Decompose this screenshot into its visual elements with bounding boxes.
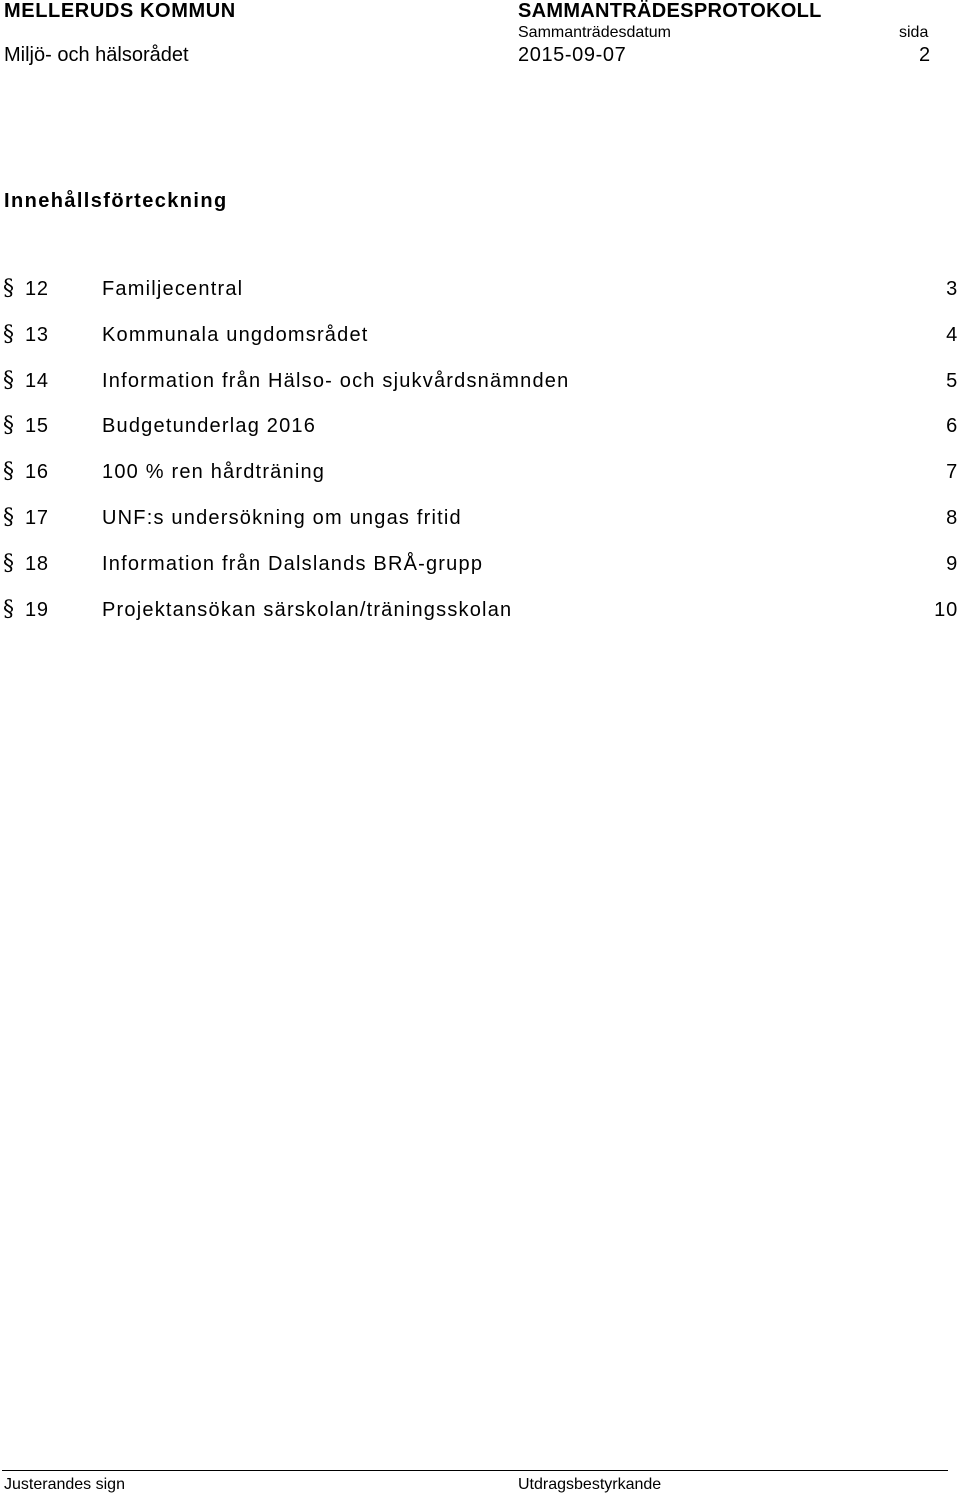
- page-number: 2: [919, 44, 931, 66]
- toc-item-number: 13: [25, 323, 49, 346]
- toc-item[interactable]: [0, 457, 960, 503]
- toc-item-number: 19: [25, 598, 49, 621]
- toc-item-title: Information från Dalslands BRÅ-grupp: [102, 552, 484, 575]
- section-sign: §: [3, 596, 14, 622]
- page-label: sida: [899, 24, 929, 41]
- toc-item-number: 14: [25, 369, 49, 392]
- toc-item-number: 17: [25, 506, 49, 529]
- toc-item-page: 7: [946, 461, 958, 484]
- toc-item-page: 8: [946, 506, 958, 529]
- footer-divider: [2, 1470, 948, 1471]
- toc-item-title: UNF:s undersökning om ungas fritid: [102, 506, 462, 529]
- toc-item-page: 6: [946, 415, 958, 438]
- toc-item-title: Kommunala ungdomsrådet: [102, 323, 369, 346]
- extract-certification-label: Utdragsbestyrkande: [518, 1476, 662, 1493]
- toc-item-title: Projektansökan särskolan/träningsskolan: [102, 598, 513, 621]
- toc-item-number: 16: [25, 461, 49, 484]
- toc-item-title: 100 % ren hårdträning: [102, 461, 326, 484]
- toc-item-title: Information från Hälso- och sjukvårdsnämnden: [102, 369, 570, 392]
- toc-item[interactable]: [0, 320, 960, 366]
- toc-item-page: 3: [946, 278, 958, 300]
- toc-item[interactable]: [0, 274, 960, 320]
- toc-item-page: 4: [946, 323, 958, 346]
- toc-title: Innehållsförteckning: [4, 190, 228, 212]
- toc-item-page: 9: [946, 552, 958, 575]
- document-type-title: SAMMANTRÄDESPROTOKOLL: [518, 0, 822, 22]
- toc-item-page: 5: [946, 369, 958, 392]
- toc-item-number: 18: [25, 552, 49, 575]
- adjuster-sign-label: Justerandes sign: [4, 1476, 125, 1493]
- meeting-date-label: Sammanträdesdatum: [518, 24, 671, 41]
- toc-item[interactable]: [0, 549, 960, 595]
- toc-item-page: 10: [934, 598, 958, 621]
- toc-item[interactable]: [0, 503, 960, 549]
- meeting-date: 2015-09-07: [518, 44, 627, 66]
- toc-item-number: 12: [25, 278, 49, 300]
- toc-item[interactable]: [0, 411, 960, 457]
- toc-item-number: 15: [25, 415, 49, 438]
- section-sign: §: [3, 504, 14, 530]
- section-sign: §: [3, 459, 14, 485]
- toc-item[interactable]: [0, 366, 960, 412]
- toc-list: [0, 274, 960, 640]
- section-sign: §: [3, 550, 14, 576]
- toc-item[interactable]: [0, 595, 960, 641]
- organization-name: MELLERUDS KOMMUN: [4, 0, 236, 22]
- department-name: Miljö- och hälsorådet: [4, 44, 189, 66]
- section-sign: §: [3, 276, 14, 301]
- section-sign: §: [3, 413, 14, 439]
- toc-item-title: Budgetunderlag 2016: [102, 415, 317, 438]
- toc-item-title: Familjecentral: [102, 278, 244, 300]
- section-sign: §: [3, 367, 14, 393]
- section-sign: §: [3, 321, 14, 347]
